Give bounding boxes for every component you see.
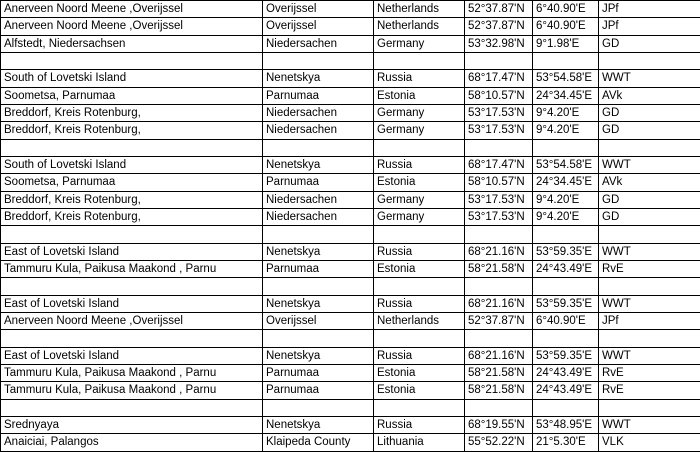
country-cell[interactable]: Russia xyxy=(374,347,465,364)
code-cell[interactable]: WWT xyxy=(599,347,700,364)
latitude-cell[interactable]: 53°17.53'N xyxy=(465,122,533,139)
country-cell[interactable]: Germany xyxy=(374,122,465,139)
region-cell[interactable]: Overijssel xyxy=(263,312,374,329)
place-cell[interactable] xyxy=(1,139,263,156)
longitude-cell[interactable]: 6°40.90'E xyxy=(533,1,599,18)
code-cell[interactable]: RvE xyxy=(599,260,700,277)
latitude-cell[interactable] xyxy=(465,52,533,69)
region-cell[interactable]: Overijssel xyxy=(263,1,374,18)
place-cell[interactable]: Soometsa, Parnumaa xyxy=(1,87,263,104)
longitude-cell[interactable]: 53°48.95'E xyxy=(533,416,599,433)
table-row xyxy=(1,416,700,433)
latitude-cell[interactable]: 68°19.55'N xyxy=(465,416,533,433)
code-cell[interactable] xyxy=(599,278,700,295)
longitude-cell[interactable] xyxy=(533,278,599,295)
country-cell[interactable]: Russia xyxy=(374,416,465,433)
latitude-cell[interactable]: 68°21.16'N xyxy=(465,295,533,312)
place-cell[interactable]: Breddorf, Kreis Rotenburg, xyxy=(1,208,263,225)
region-cell[interactable]: Parnumaa xyxy=(263,382,374,399)
place-cell[interactable]: Anaiciai, Palangos xyxy=(1,434,263,451)
longitude-cell[interactable]: 9°4.20'E xyxy=(533,104,599,121)
place-cell[interactable]: Soometsa, Parnumaa xyxy=(1,174,263,191)
latitude-cell[interactable]: 53°17.53'N xyxy=(465,104,533,121)
region-cell[interactable]: Nenetskya xyxy=(263,295,374,312)
region-cell[interactable]: Nenetskya xyxy=(263,156,374,173)
code-cell[interactable]: GD xyxy=(599,191,700,208)
longitude-cell[interactable]: 21°5.30'E xyxy=(533,434,599,451)
table-row xyxy=(1,1,700,18)
table-row xyxy=(1,278,700,295)
region-cell[interactable]: Niedersachen xyxy=(263,191,374,208)
latitude-cell[interactable]: 58°21.58'N xyxy=(465,260,533,277)
table-row xyxy=(1,382,700,399)
longitude-cell[interactable]: 6°40.90'E xyxy=(533,312,599,329)
latitude-cell[interactable]: 58°10.57'N xyxy=(465,174,533,191)
latitude-cell[interactable]: 58°21.58'N xyxy=(465,364,533,381)
region-cell[interactable]: Nenetskya xyxy=(263,70,374,87)
region-cell[interactable]: Niedersachen xyxy=(263,122,374,139)
region-cell[interactable]: Niedersachen xyxy=(263,208,374,225)
longitude-cell[interactable] xyxy=(533,226,599,243)
region-cell[interactable]: Nenetskya xyxy=(263,416,374,433)
table-row xyxy=(1,174,700,191)
country-cell[interactable]: Netherlands xyxy=(374,18,465,35)
code-cell[interactable] xyxy=(599,330,700,347)
country-cell[interactable]: Germany xyxy=(374,104,465,121)
country-cell[interactable]: Russia xyxy=(374,295,465,312)
place-cell[interactable]: East of Lovetski Island xyxy=(1,295,263,312)
latitude-cell[interactable] xyxy=(465,226,533,243)
code-cell[interactable]: JPf xyxy=(599,1,700,18)
table-row xyxy=(1,191,700,208)
region-cell[interactable]: Nenetskya xyxy=(263,347,374,364)
code-cell[interactable]: GD xyxy=(599,104,700,121)
code-cell[interactable]: AVk xyxy=(599,87,700,104)
place-cell[interactable] xyxy=(1,52,263,69)
code-cell[interactable] xyxy=(599,226,700,243)
country-cell[interactable]: Russia xyxy=(374,243,465,260)
region-cell[interactable] xyxy=(263,399,374,416)
region-cell[interactable] xyxy=(263,226,374,243)
table-row xyxy=(1,104,700,121)
longitude-cell[interactable]: 53°59.35'E xyxy=(533,295,599,312)
longitude-cell[interactable]: 9°4.20'E xyxy=(533,208,599,225)
code-cell[interactable]: RvE xyxy=(599,382,700,399)
table-row xyxy=(1,399,700,416)
table-row xyxy=(1,139,700,156)
latitude-cell[interactable]: 53°17.53'N xyxy=(465,191,533,208)
code-cell[interactable]: JPf xyxy=(599,18,700,35)
country-cell[interactable]: Germany xyxy=(374,35,465,52)
table-row xyxy=(1,330,700,347)
country-cell[interactable] xyxy=(374,399,465,416)
spreadsheet-body xyxy=(1,1,700,452)
table-row xyxy=(1,122,700,139)
latitude-cell[interactable]: 58°21.58'N xyxy=(465,382,533,399)
longitude-cell[interactable]: 53°59.35'E xyxy=(533,243,599,260)
code-cell[interactable]: GD xyxy=(599,122,700,139)
region-cell[interactable] xyxy=(263,52,374,69)
country-cell[interactable] xyxy=(374,226,465,243)
region-cell[interactable] xyxy=(263,278,374,295)
country-cell[interactable]: Russia xyxy=(374,70,465,87)
region-cell[interactable]: Parnumaa xyxy=(263,87,374,104)
longitude-cell[interactable] xyxy=(533,139,599,156)
region-cell[interactable]: Parnumaa xyxy=(263,364,374,381)
place-cell[interactable]: Breddorf, Kreis Rotenburg, xyxy=(1,122,263,139)
latitude-cell[interactable]: 52°37.87'N xyxy=(465,18,533,35)
place-cell[interactable]: South of Lovetski Island xyxy=(1,70,263,87)
country-cell[interactable] xyxy=(374,139,465,156)
latitude-cell[interactable]: 53°32.98'N xyxy=(465,35,533,52)
longitude-cell[interactable]: 24°34.45'E xyxy=(533,87,599,104)
code-cell[interactable]: VLK xyxy=(599,434,700,451)
place-cell[interactable]: East of Lovetski Island xyxy=(1,347,263,364)
latitude-cell[interactable]: 52°37.87'N xyxy=(465,1,533,18)
country-cell[interactable]: Estonia xyxy=(374,364,465,381)
place-cell[interactable] xyxy=(1,330,263,347)
region-cell[interactable]: Parnumaa xyxy=(263,174,374,191)
table-row xyxy=(1,364,700,381)
place-cell[interactable]: Anerveen Noord Meene ,Overijssel xyxy=(1,1,263,18)
code-cell[interactable]: WWT xyxy=(599,243,700,260)
code-cell[interactable] xyxy=(599,399,700,416)
country-cell[interactable] xyxy=(374,278,465,295)
region-cell[interactable]: Klaipeda County xyxy=(263,434,374,451)
place-cell[interactable]: Anerveen Noord Meene ,Overijssel xyxy=(1,18,263,35)
longitude-cell[interactable]: 9°1.98'E xyxy=(533,35,599,52)
country-cell[interactable]: Lithuania xyxy=(374,434,465,451)
table-row xyxy=(1,35,700,52)
table-row xyxy=(1,312,700,329)
latitude-cell[interactable] xyxy=(465,139,533,156)
region-cell[interactable] xyxy=(263,330,374,347)
table-row xyxy=(1,208,700,225)
place-cell[interactable]: Breddorf, Kreis Rotenburg, xyxy=(1,104,263,121)
country-cell[interactable] xyxy=(374,330,465,347)
code-cell[interactable] xyxy=(599,52,700,69)
table-row xyxy=(1,295,700,312)
longitude-cell[interactable] xyxy=(533,330,599,347)
table-row xyxy=(1,243,700,260)
longitude-cell[interactable]: 6°40.90'E xyxy=(533,18,599,35)
longitude-cell[interactable]: 9°4.20'E xyxy=(533,191,599,208)
code-cell[interactable]: WWT xyxy=(599,70,700,87)
place-cell[interactable]: Breddorf, Kreis Rotenburg, xyxy=(1,191,263,208)
place-cell[interactable] xyxy=(1,278,263,295)
longitude-cell[interactable]: 24°43.49'E xyxy=(533,260,599,277)
country-cell[interactable]: Estonia xyxy=(374,382,465,399)
country-cell[interactable]: Germany xyxy=(374,208,465,225)
table-row xyxy=(1,70,700,87)
country-cell[interactable]: Estonia xyxy=(374,174,465,191)
longitude-cell[interactable]: 24°34.45'E xyxy=(533,174,599,191)
latitude-cell[interactable]: 68°21.16'N xyxy=(465,243,533,260)
place-cell[interactable] xyxy=(1,226,263,243)
code-cell[interactable]: JPf xyxy=(599,312,700,329)
table-row xyxy=(1,260,700,277)
region-cell[interactable]: Niedersachen xyxy=(263,104,374,121)
code-cell[interactable]: WWT xyxy=(599,156,700,173)
table-row xyxy=(1,226,700,243)
region-cell[interactable]: Overijssel xyxy=(263,18,374,35)
region-cell[interactable]: Niedersachen xyxy=(263,35,374,52)
latitude-cell[interactable]: 68°17.47'N xyxy=(465,156,533,173)
code-cell[interactable]: AVk xyxy=(599,174,700,191)
code-cell[interactable]: WWT xyxy=(599,416,700,433)
longitude-cell[interactable] xyxy=(533,52,599,69)
table-row xyxy=(1,18,700,35)
region-cell[interactable] xyxy=(263,139,374,156)
latitude-cell[interactable] xyxy=(465,330,533,347)
table-row xyxy=(1,434,700,451)
latitude-cell[interactable]: 55°52.22'N xyxy=(465,434,533,451)
latitude-cell[interactable]: 68°17.47'N xyxy=(465,70,533,87)
latitude-cell[interactable]: 58°10.57'N xyxy=(465,87,533,104)
code-cell[interactable]: GD xyxy=(599,35,700,52)
latitude-cell[interactable] xyxy=(465,399,533,416)
place-cell[interactable]: Anerveen Noord Meene ,Overijssel xyxy=(1,312,263,329)
region-cell[interactable]: Nenetskya xyxy=(263,243,374,260)
place-cell[interactable]: Tammuru Kula, Paikusa Maakond , Parnu xyxy=(1,382,263,399)
country-cell[interactable]: Netherlands xyxy=(374,312,465,329)
longitude-cell[interactable]: 53°54.58'E xyxy=(533,156,599,173)
longitude-cell[interactable]: 24°43.49'E xyxy=(533,364,599,381)
country-cell[interactable]: Germany xyxy=(374,191,465,208)
place-cell[interactable] xyxy=(1,399,263,416)
code-cell[interactable]: RvE xyxy=(599,364,700,381)
country-cell[interactable]: Russia xyxy=(374,156,465,173)
place-cell[interactable]: Alfstedt, Niedersachsen xyxy=(1,35,263,52)
table-row xyxy=(1,347,700,364)
country-cell[interactable]: Netherlands xyxy=(374,1,465,18)
table-row xyxy=(1,156,700,173)
longitude-cell[interactable]: 53°54.58'E xyxy=(533,70,599,87)
place-cell[interactable]: Tammuru Kula, Paikusa Maakond , Parnu xyxy=(1,364,263,381)
table-row xyxy=(1,52,700,69)
latitude-cell[interactable]: 68°21.16'N xyxy=(465,347,533,364)
code-cell[interactable]: WWT xyxy=(599,295,700,312)
longitude-cell[interactable] xyxy=(533,399,599,416)
latitude-cell[interactable]: 52°37.87'N xyxy=(465,312,533,329)
code-cell[interactable]: GD xyxy=(599,208,700,225)
place-cell[interactable]: Srednyaya xyxy=(1,416,263,433)
place-cell[interactable]: South of Lovetski Island xyxy=(1,156,263,173)
country-cell[interactable] xyxy=(374,52,465,69)
latitude-cell[interactable] xyxy=(465,278,533,295)
place-cell[interactable]: East of Lovetski Island xyxy=(1,243,263,260)
country-cell[interactable]: Estonia xyxy=(374,87,465,104)
longitude-cell[interactable]: 24°43.49'E xyxy=(533,382,599,399)
latitude-cell[interactable]: 53°17.53'N xyxy=(465,208,533,225)
code-cell[interactable] xyxy=(599,139,700,156)
country-cell[interactable]: Estonia xyxy=(374,260,465,277)
region-cell[interactable]: Parnumaa xyxy=(263,260,374,277)
table-row xyxy=(1,87,700,104)
place-cell[interactable]: Tammuru Kula, Paikusa Maakond , Parnu xyxy=(1,260,263,277)
longitude-cell[interactable]: 53°59.35'E xyxy=(533,347,599,364)
longitude-cell[interactable]: 9°4.20'E xyxy=(533,122,599,139)
